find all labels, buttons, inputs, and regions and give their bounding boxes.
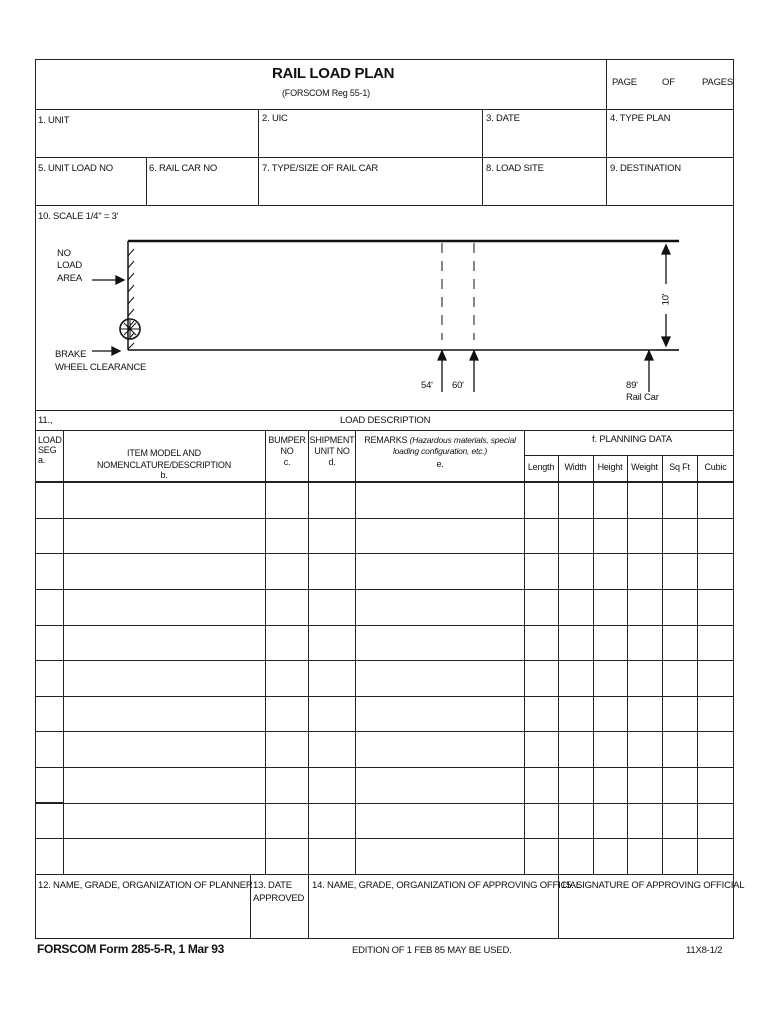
cell-cubic[interactable] [698, 626, 733, 660]
load-site-field[interactable] [484, 176, 604, 204]
form-code: 11X8-1/2 [686, 945, 723, 956]
cell-remarks[interactable] [356, 519, 523, 553]
cell-height[interactable] [594, 732, 626, 766]
cell-seg[interactable] [36, 483, 62, 517]
type-plan-field[interactable] [608, 128, 732, 156]
load-site-label: 8. LOAD SITE [486, 163, 544, 174]
cell-item[interactable] [64, 661, 264, 695]
cell-width[interactable] [559, 804, 592, 838]
cell-shipment[interactable] [309, 697, 354, 731]
no-load-line1: NO [57, 248, 71, 259]
cell-remarks[interactable] [356, 839, 523, 873]
cell-length[interactable] [525, 554, 557, 588]
cell-sqft[interactable] [663, 697, 696, 731]
form-id: FORSCOM Form 285-5-R, 1 Mar 93 [37, 942, 225, 956]
cell-cubic[interactable] [698, 732, 733, 766]
col-item: ITEM MODEL AND NOMENCLATURE/DESCRIPTION b. [96, 448, 232, 480]
cell-seg[interactable] [36, 626, 62, 660]
cell-shipment[interactable] [309, 732, 354, 766]
brake-line1: BRAKE [55, 349, 87, 360]
cell-height[interactable] [594, 661, 626, 695]
edition-note: EDITION OF 1 FEB 85 MAY BE USED. [352, 945, 512, 956]
cell-seg[interactable] [36, 804, 62, 838]
cell-item[interactable] [64, 732, 264, 766]
cell-height[interactable] [594, 804, 626, 838]
no-load-line3: AREA [57, 273, 83, 284]
cell-seg[interactable] [36, 661, 62, 695]
cell-cubic[interactable] [698, 483, 733, 517]
cell-weight[interactable] [628, 804, 661, 838]
cell-item[interactable] [64, 590, 264, 624]
cell-length[interactable] [525, 519, 557, 553]
section-11-number: 11., [38, 415, 53, 426]
row-marker [35, 802, 63, 804]
cell-sqft[interactable] [663, 768, 696, 802]
form-title: RAIL LOAD PLAN [272, 65, 395, 82]
total-pages-field[interactable] [680, 74, 700, 90]
page-number-field[interactable] [640, 74, 660, 90]
cell-width[interactable] [559, 697, 592, 731]
cell-height[interactable] [594, 519, 626, 553]
cell-shipment[interactable] [309, 519, 354, 553]
cell-seg[interactable] [36, 768, 62, 802]
cell-item[interactable] [64, 768, 264, 802]
cell-length[interactable] [525, 697, 557, 731]
cell-shipment[interactable] [309, 661, 354, 695]
cell-remarks[interactable] [356, 483, 523, 517]
mark-60-label: 60' [452, 380, 464, 391]
scale-label: 10. SCALE 1/4" = 3' [38, 211, 119, 222]
cell-sqft[interactable] [663, 732, 696, 766]
cell-sqft[interactable] [663, 590, 696, 624]
brake-line2: WHEEL CLEARANCE [55, 362, 147, 373]
cell-weight[interactable] [628, 732, 661, 766]
cell-seg[interactable] [36, 554, 62, 588]
planner-label: 12. NAME, GRADE, ORGANIZATION OF PLANNER [38, 880, 253, 891]
cell-seg[interactable] [36, 839, 62, 873]
cell-height[interactable] [594, 626, 626, 660]
load-description-title: LOAD DESCRIPTION [340, 415, 431, 426]
cell-sqft[interactable] [663, 839, 696, 873]
approving-official-label: 14. NAME, GRADE, ORGANIZATION OF APPROVING OFFICIAL [312, 880, 581, 891]
cell-item[interactable] [64, 554, 264, 588]
date-field[interactable] [484, 128, 604, 156]
page-label: PAGE [612, 77, 637, 88]
cell-item[interactable] [64, 626, 264, 660]
col-planning-data: f. PLANNING DATA [592, 434, 672, 445]
cell-seg[interactable] [36, 590, 62, 624]
cell-cubic[interactable] [698, 768, 733, 802]
col-length: Length [527, 462, 555, 472]
cell-width[interactable] [559, 661, 592, 695]
cell-shipment[interactable] [309, 839, 354, 873]
of-label: OF [662, 77, 675, 88]
col-load-seg: LOAD SEG a. [38, 435, 62, 465]
cell-remarks[interactable] [356, 661, 523, 695]
cell-width[interactable] [559, 626, 592, 660]
cell-bumper[interactable] [266, 768, 307, 802]
cell-length[interactable] [525, 768, 557, 802]
cell-weight[interactable] [628, 661, 661, 695]
cell-bumper[interactable] [266, 483, 307, 517]
cell-length[interactable] [525, 626, 557, 660]
cell-length[interactable] [525, 839, 557, 873]
planner-field[interactable] [36, 894, 248, 936]
date-approved-field[interactable] [252, 908, 306, 936]
cell-remarks[interactable] [356, 590, 523, 624]
cell-bumper[interactable] [266, 519, 307, 553]
unit-label: 1. UNIT [38, 115, 70, 126]
cell-shipment[interactable] [309, 554, 354, 588]
cell-cubic[interactable] [698, 661, 733, 695]
cell-weight[interactable] [628, 483, 661, 517]
cell-sqft[interactable] [663, 804, 696, 838]
cell-height[interactable] [594, 554, 626, 588]
cell-width[interactable] [559, 483, 592, 517]
cell-item[interactable] [64, 804, 264, 838]
cell-cubic[interactable] [698, 554, 733, 588]
cell-remarks[interactable] [356, 768, 523, 802]
cell-cubic[interactable] [698, 697, 733, 731]
mark-89-label: 89' [626, 380, 638, 391]
cell-item[interactable] [64, 839, 264, 873]
cell-cubic[interactable] [698, 590, 733, 624]
no-load-line2: LOAD [57, 260, 83, 271]
cell-height[interactable] [594, 697, 626, 731]
cell-height[interactable] [594, 839, 626, 873]
col-sqft: Sq Ft [669, 462, 690, 472]
cell-shipment[interactable] [309, 804, 354, 838]
cell-width[interactable] [559, 519, 592, 553]
cell-weight[interactable] [628, 839, 661, 873]
col-cubic: Cubic [704, 462, 727, 472]
cell-weight[interactable] [628, 519, 661, 553]
cell-seg[interactable] [36, 519, 62, 553]
cell-shipment[interactable] [309, 483, 354, 517]
unit-load-no-label: 5. UNIT LOAD NO [38, 163, 113, 174]
signature-field[interactable] [560, 894, 732, 936]
cell-bumper[interactable] [266, 804, 307, 838]
cell-item[interactable] [64, 697, 264, 731]
col-width: Width [564, 462, 587, 472]
date-approved-line2: APPROVED [253, 893, 305, 904]
cell-length[interactable] [525, 483, 557, 517]
type-plan-label: 4. TYPE PLAN [610, 113, 671, 124]
rail-car-no-field[interactable] [148, 176, 256, 204]
mark-54-label: 54' [421, 380, 433, 391]
dimension-10-label: 10' [660, 293, 672, 306]
col-remarks: REMARKS (Hazardous materials, special loading configuration, etc.) e. [364, 435, 516, 469]
form-subtitle: (FORSCOM Reg 55-1) [282, 88, 370, 98]
cell-width[interactable] [559, 590, 592, 624]
pages-label: PAGES [702, 77, 734, 88]
cell-bumper[interactable] [266, 697, 307, 731]
destination-field[interactable] [608, 176, 732, 204]
cell-remarks[interactable] [356, 554, 523, 588]
type-size-label: 7. TYPE/SIZE OF RAIL CAR [262, 163, 379, 174]
cell-remarks[interactable] [356, 732, 523, 766]
rail-car-no-label: 6. RAIL CAR NO [149, 163, 218, 174]
cell-bumper[interactable] [266, 839, 307, 873]
type-size-field[interactable] [260, 176, 480, 204]
cell-width[interactable] [559, 554, 592, 588]
cell-weight[interactable] [628, 626, 661, 660]
cell-cubic[interactable] [698, 839, 733, 873]
cell-width[interactable] [559, 732, 592, 766]
cell-cubic[interactable] [698, 804, 733, 838]
unit-load-no-field[interactable] [36, 176, 144, 204]
cell-length[interactable] [525, 804, 557, 838]
destination-label: 9. DESTINATION [610, 163, 681, 174]
cell-item[interactable] [64, 483, 264, 517]
date-approved-line1: 13. DATE [253, 880, 292, 891]
cell-seg[interactable] [36, 732, 62, 766]
cell-cubic[interactable] [698, 519, 733, 553]
cell-shipment[interactable] [309, 768, 354, 802]
cell-weight[interactable] [628, 590, 661, 624]
cell-bumper[interactable] [266, 554, 307, 588]
cell-width[interactable] [559, 768, 592, 802]
cell-sqft[interactable] [663, 626, 696, 660]
cell-height[interactable] [594, 483, 626, 517]
cell-bumper[interactable] [266, 626, 307, 660]
col-bumper: BUMPER NO c. [268, 435, 306, 467]
cell-bumper[interactable] [266, 732, 307, 766]
cell-shipment[interactable] [309, 590, 354, 624]
cell-weight[interactable] [628, 768, 661, 802]
date-label: 3. DATE [486, 113, 520, 124]
cell-length[interactable] [525, 590, 557, 624]
cell-sqft[interactable] [663, 519, 696, 553]
cell-shipment[interactable] [309, 626, 354, 660]
cell-remarks[interactable] [356, 626, 523, 660]
cell-remarks[interactable] [356, 697, 523, 731]
uic-label: 2. UIC [262, 113, 288, 124]
signature-label: 15. SIGNATURE OF APPROVING OFFICIAL [561, 880, 745, 891]
rail-car-label: Rail Car [626, 392, 659, 403]
col-height: Height [597, 462, 623, 472]
cell-weight[interactable] [628, 554, 661, 588]
cell-weight[interactable] [628, 697, 661, 731]
col-shipment: SHIPMENT UNIT NO d. [309, 435, 355, 467]
uic-field[interactable] [260, 128, 480, 156]
cell-item[interactable] [64, 519, 264, 553]
cell-sqft[interactable] [663, 554, 696, 588]
cell-height[interactable] [594, 768, 626, 802]
cell-bumper[interactable] [266, 661, 307, 695]
cell-sqft[interactable] [663, 661, 696, 695]
cell-seg[interactable] [36, 697, 62, 731]
cell-width[interactable] [559, 839, 592, 873]
cell-height[interactable] [594, 590, 626, 624]
col-weight: Weight [631, 462, 658, 472]
unit-field[interactable] [36, 128, 256, 156]
cell-sqft[interactable] [663, 483, 696, 517]
cell-length[interactable] [525, 661, 557, 695]
approving-official-field[interactable] [310, 894, 556, 936]
cell-remarks[interactable] [356, 804, 523, 838]
cell-length[interactable] [525, 732, 557, 766]
cell-bumper[interactable] [266, 590, 307, 624]
